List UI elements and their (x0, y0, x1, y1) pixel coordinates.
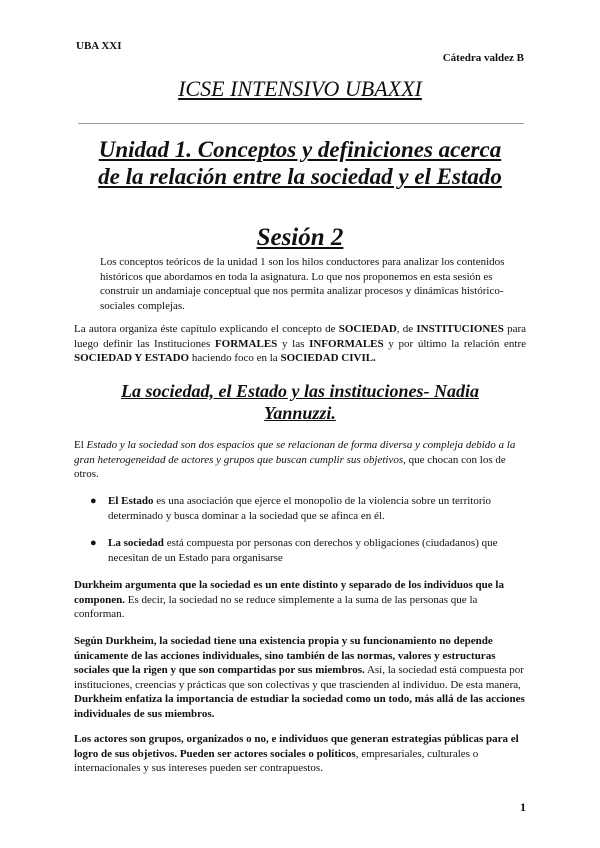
horizontal-rule (78, 123, 524, 124)
durkheim-paragraph-1: Durkheim argumenta que la sociedad es un ente distinto y separado de los individuos que la componen. Es decir, la sociedad no se reduce simplemente a la suma de las personas que la conforman. (74, 579, 504, 620)
actors-paragraph: Los actores son grupos, organizados o no, e individuos que generan estrategias públicas para el logro de sus objetivos. Pueden ser actores sociales o políticos, empresariales, culturales o internacionales y sus intereses pueden ser contrapuestos. (74, 733, 519, 774)
estado-sociedad-paragraph: El Estado y la sociedad son dos espacios que se relacionan de forma diversa y compleja debido a la gran heterogeneidad de actores y grupos que buscan cumplir sus objetivos, que chocan con los de otros. (74, 439, 516, 480)
page-number: 1 (520, 800, 526, 814)
bullet-dot-icon: ● (90, 495, 97, 507)
header-left: UBA XXI (76, 40, 122, 52)
bullet-item-estado: ● El Estado es una asociación que ejerce el monopolio de la violencia sobre un territorio determinado y busca dominar a la sociedad que se afinca en él. (90, 495, 492, 522)
unit-title: Unidad 1. Conceptos y definiciones acerca de la relación entre la sociedad y el Estado (98, 137, 502, 189)
intro-paragraph: Los conceptos teóricos de la unidad 1 son los hilos conductores para analizar los contenidos históricos que abordamos en toda la asignatura. Lo que nos proponemos en esta sesión es construir un andamiaje conceptual que nos permita analizar procesos y dinámicas histórico-sociales complejas. (100, 256, 505, 312)
session-title: Sesión 2 (256, 224, 344, 251)
document-title: ICSE INTENSIVO UBAXXI (178, 76, 422, 101)
bullet-dot-icon: ● (90, 537, 97, 549)
durkheim-paragraph-2: Según Durkheim, la sociedad tiene una existencia propia y su funcionamiento no depende únicamente de las acciones individuales, sino también de las normas, valores y estructuras sociales que la rigen y que son compartidas por sus miembros. Así, la sociedad está compuesta por instituciones, creencias y prácticas que son colectivas y que trascienden al individuo. De esta manera, Durkheim enfatiza la importancia de estudiar la sociedad como un todo, más allá de las acciones individuales de sus miembros. (74, 635, 525, 720)
bullet-item-sociedad: ● La sociedad está compuesta por personas con derechos y obligaciones (ciudadanos) que necesitan de un Estado para organisarse (90, 537, 498, 564)
header-right: Cátedra valdez B (442, 52, 524, 64)
author-paragraph: La autora organiza éste capítulo explicando el concepto de SOCIEDAD, de INSTITUCIONES para luego definir las Instituciones FORMALES y las INFORMALES y por último la relación entre SOCIEDAD Y ESTADO haciendo foco en la SOCIEDAD CIVIL. (74, 323, 526, 364)
section-title: La sociedad, el Estado y las instituciones- Nadia Yannuzzi. (121, 381, 479, 423)
